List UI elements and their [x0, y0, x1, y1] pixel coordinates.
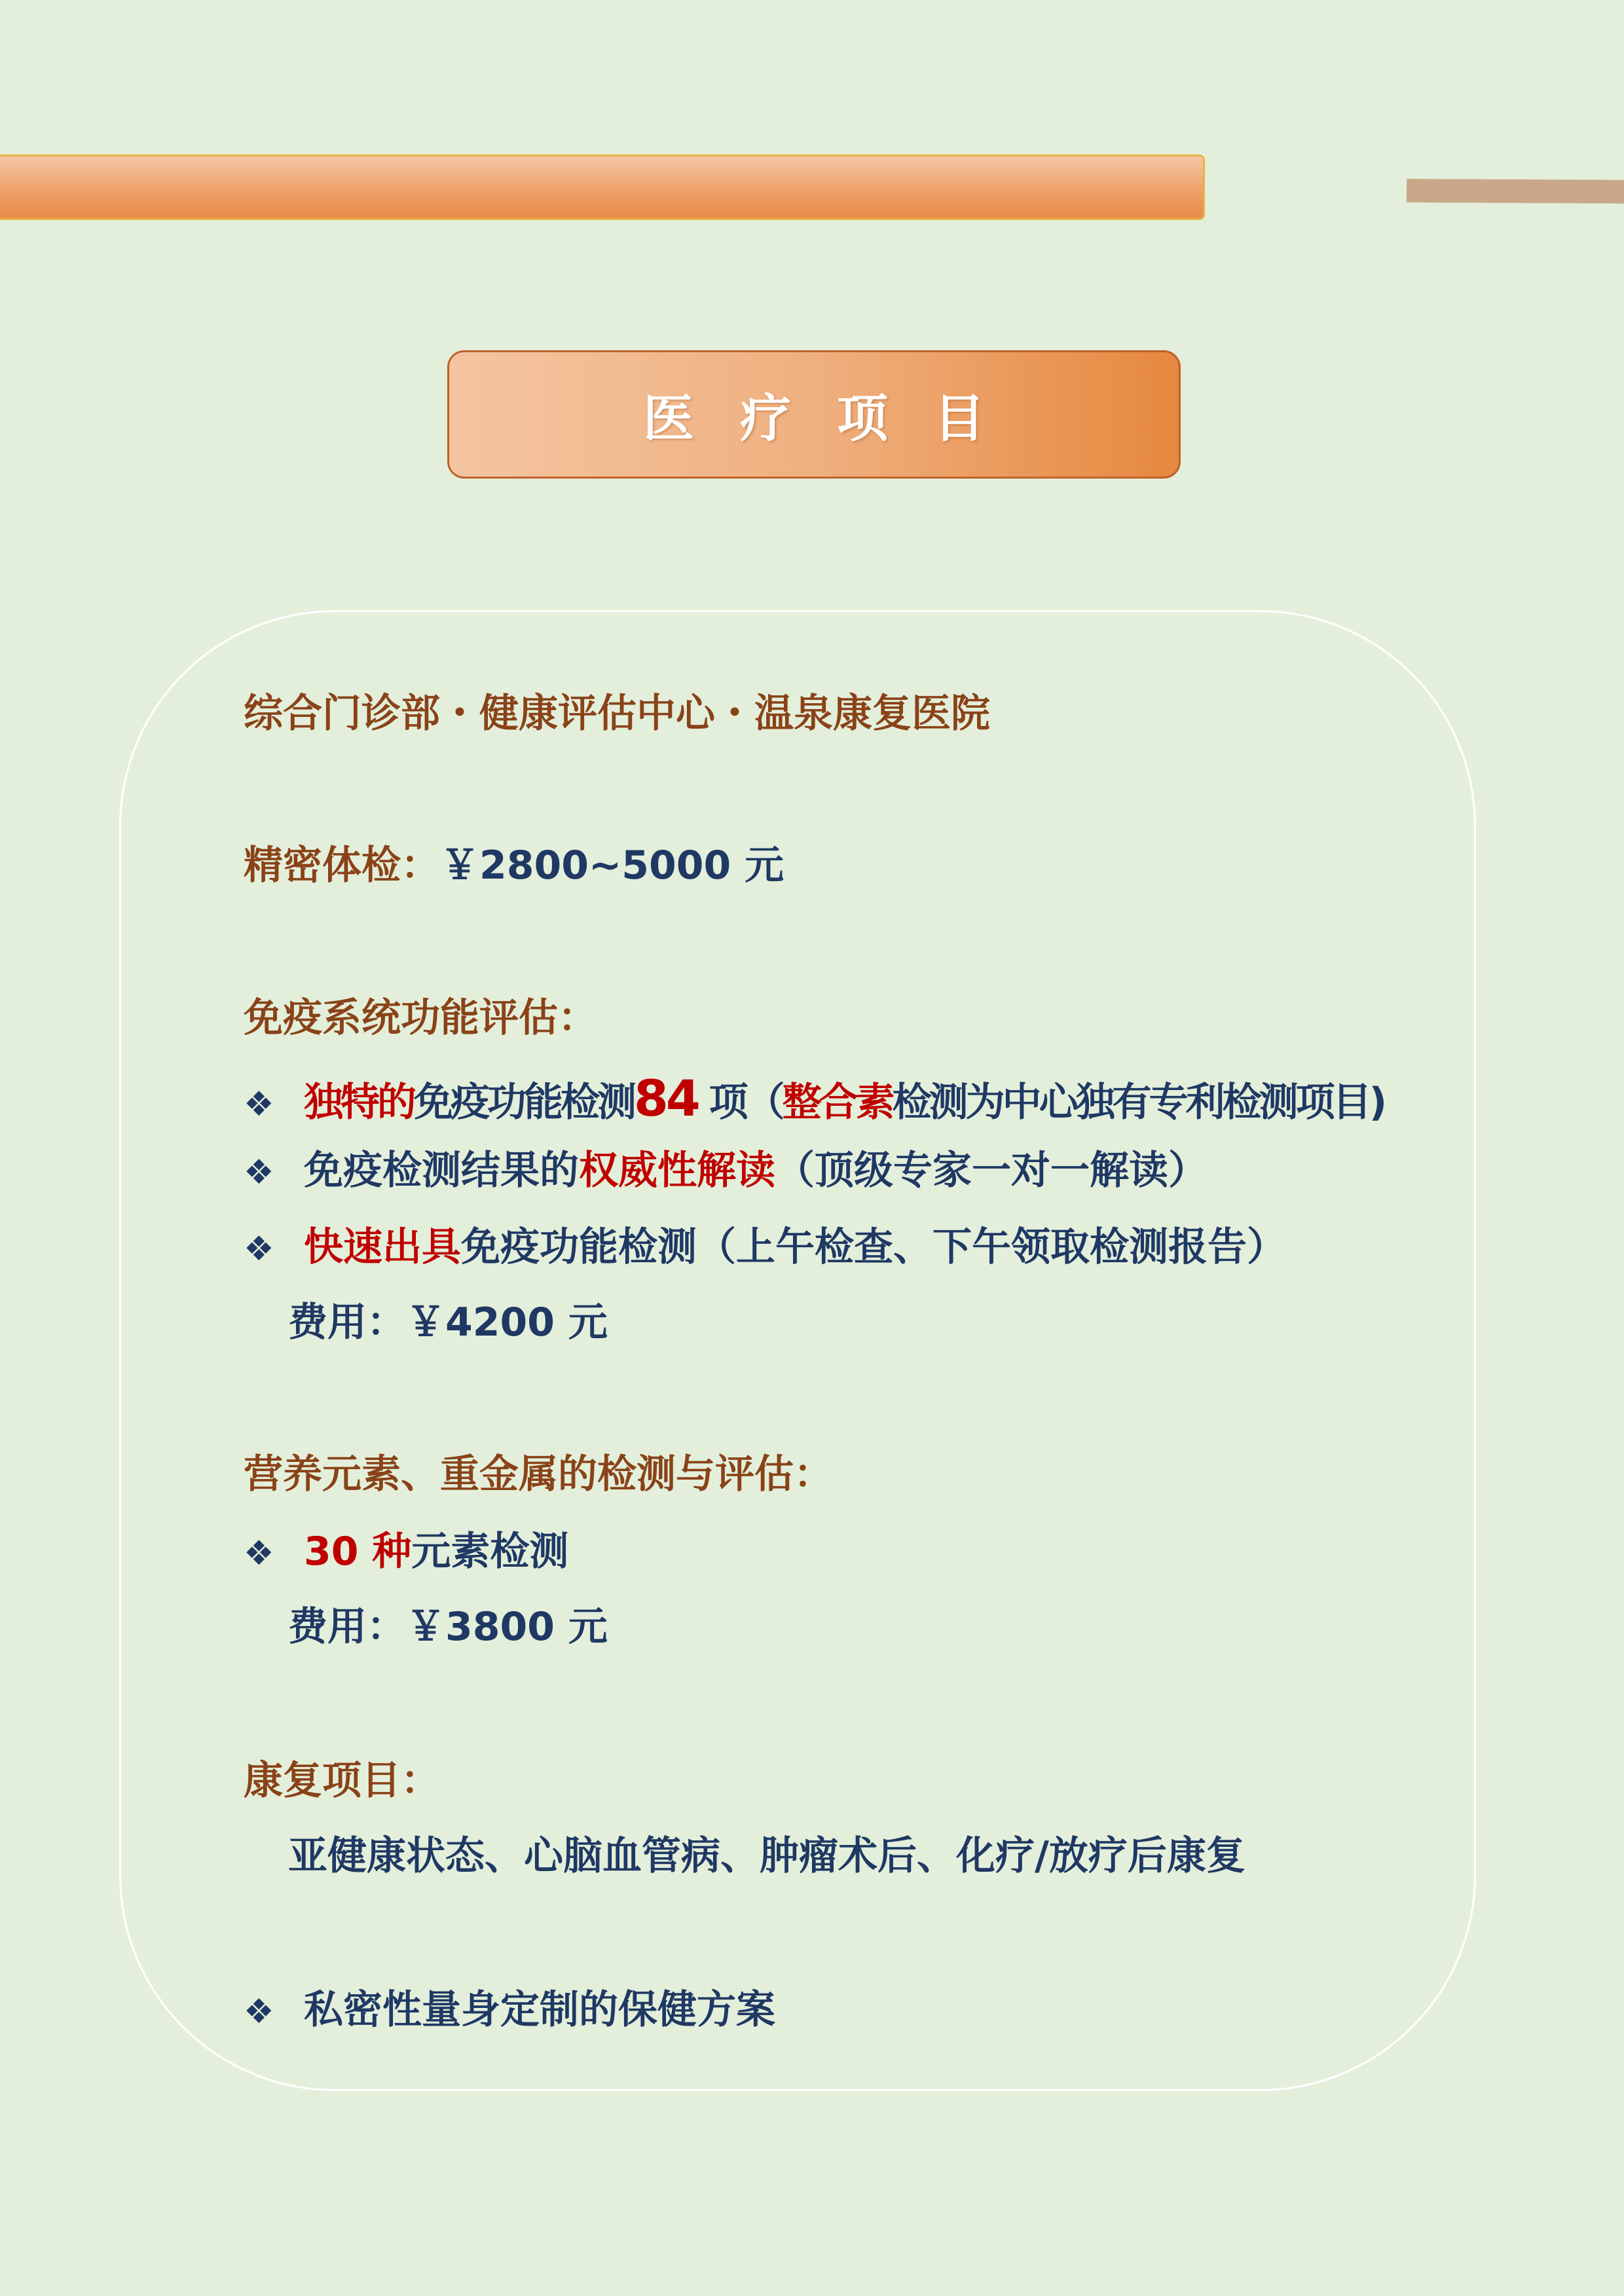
bullet-icon: ❖: [244, 1534, 274, 1573]
bullet-icon: ❖: [244, 1153, 274, 1192]
immune-item-2-red1: 权威性解读: [579, 1148, 775, 1194]
immune-item-1: [244, 1069, 1385, 1127]
org-line: 综合门诊部・健康评估中心・温泉康复医院: [244, 691, 990, 737]
immune-item-1-num: 84: [634, 1069, 698, 1127]
bullet-icon: ❖: [244, 1085, 274, 1124]
bullet-icon: ❖: [244, 1230, 274, 1269]
nutrition-heading: 营养元素、重金属的检测与评估：: [244, 1451, 833, 1497]
title-banner: [447, 350, 1181, 479]
top-accent-bar: [1407, 179, 1624, 204]
rehab-text: 亚健康状态、心脑血管病、肿瘤术后、化疗/放疗后康复: [288, 1833, 1246, 1879]
immune-heading: 免疫系统功能评估：: [244, 995, 597, 1041]
top-decorative-bar: [0, 155, 1205, 220]
immune-item-3-red1: 快速出具: [304, 1224, 461, 1270]
immune-item-1-text1: 免疫功能检测: [414, 1080, 634, 1125]
immune-item-3: [244, 1224, 1286, 1270]
nutrition-fee: 费用：￥3800 元: [288, 1604, 608, 1650]
immune-item-1-text2: 项（: [697, 1080, 783, 1125]
physical-exam-price: ￥2800~5000 元: [440, 843, 784, 888]
nutrition-item: [244, 1529, 569, 1575]
physical-exam-label: 精密体检：: [244, 843, 440, 888]
bullet-icon: ❖: [244, 1992, 274, 2032]
nutrition-item-text: 元素检测: [411, 1529, 569, 1575]
immune-fee: 费用：￥4200 元: [288, 1300, 608, 1345]
physical-exam-line: [244, 843, 784, 888]
rehab-heading: 康复项目：: [244, 1758, 440, 1804]
immune-item-2-text2: （顶级专家一对一解读）: [775, 1148, 1208, 1194]
immune-item-2-text1: 免疫检测结果的: [304, 1148, 579, 1194]
immune-item-2: [244, 1148, 1208, 1194]
immune-item-3-text1: 免疫功能检测（上午检查、下午领取检测报告）: [461, 1224, 1286, 1270]
custom-plan-line: [244, 1987, 775, 2033]
custom-plan-text: 私密性量身定制的保健方案: [304, 1987, 775, 2033]
nutrition-item-red: 30 种: [304, 1529, 412, 1575]
page-title: 医疗项目: [642, 390, 1031, 448]
immune-item-1-red1: 独特的: [304, 1080, 414, 1125]
immune-item-1-text3: 检测为中心独有专利检测项目): [892, 1080, 1385, 1125]
immune-item-1-red2: 整合素: [782, 1080, 893, 1125]
